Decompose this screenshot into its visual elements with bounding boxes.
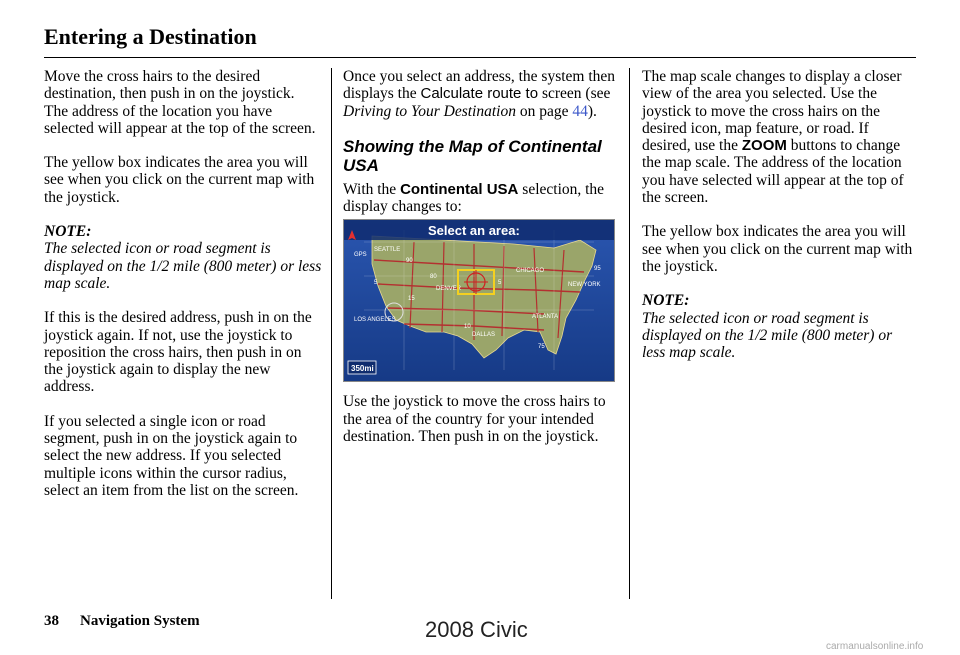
paragraph: Once you select an address, the system then displays the Calculate route to screen (see Driving to Your Destination on page 44). [343,68,616,120]
cross-reference: Driving to Your Destination [343,102,516,120]
note-label: NOTE: [642,292,690,310]
highway-label: 95 [594,266,601,273]
highway-label: 80 [430,274,437,281]
highway-label: 5 [498,280,502,287]
paragraph: Move the cross hairs to the desired destination, then push in on the joystick. The address of the location you have selected will appear at the top of the screen. [44,68,316,137]
city-label: DALLAS [472,332,496,339]
city-label: NEW YORK [568,282,601,289]
page-number: 38 [44,613,59,629]
menu-term: Continental USA [400,180,519,198]
paragraph: With the Continental USA selection, the display changes to: [343,180,605,216]
note-label: NOTE: [44,223,92,241]
column-right [642,68,918,378]
note-text: The selected icon or road segment is displayed on the 1/2 mile (800 meter) or less map scale. [642,309,893,362]
column-divider [331,68,332,599]
paragraph: If you selected a single icon or road segment, push in on the joystick again to select the new address. If you selected multiple icons within the cursor radius, select an item from the list on the screen. [44,412,299,499]
gps-label: GPS [354,252,367,259]
page-title: Entering a Destination [44,24,257,49]
city-label: SEATTLE [374,247,401,254]
paragraph: The yellow box indicates the area you will see when you click on the current map with the joystick. [642,223,913,275]
column-middle [343,68,618,462]
map-scale-label: 350mi [351,364,374,374]
note-text: The selected icon or road segment is displayed on the 1/2 mile (800 meter) or less map scale. [44,240,322,292]
city-label: ATLANTA [532,314,559,321]
paragraph: Use the joystick to move the cross hairs to the area of the country for your intended destination. Then push in on the joystick. [343,393,606,446]
title-rule [44,57,916,58]
page-link[interactable]: 44 [572,102,588,120]
watermark: 2008 Civic [425,617,528,642]
city-label: DENVER [436,286,462,293]
usa-map-image [344,220,614,381]
map-banner: Select an area: [428,223,520,239]
highway-label: 90 [406,258,413,265]
highway-label: 75 [538,344,545,351]
paragraph: The yellow box indicates the area you will see when you click on the current map with the joystick. [44,154,315,206]
highway-label: 15 [408,296,415,303]
button-term: ZOOM [741,137,787,155]
column-divider [629,68,630,599]
highway-label: 10 [464,324,471,331]
footer-section: Navigation System [80,613,200,629]
highway-label: 5 [374,280,378,287]
paragraph: If this is the desired address, push in on the joystick again. If not, use the joystick to reposition the cross hairs, then push in on the joystick again to display the new address. [44,309,312,396]
city-label: CHICAGO [516,268,545,275]
column-left [44,68,322,516]
city-label: LOS ANGELES [354,317,396,324]
section-heading: Showing the Map of Continental USA [343,136,602,175]
screen-name: Calculate route to [420,85,539,103]
paragraph: The map scale changes to display a closer view of the area you selected. Use the joystick to move the cross hairs on the desired icon, map feature, or road. If desired, use the ZOOM buttons to change the map scale. The address of the location you have selected will appear at the top of the screen. [642,68,904,207]
site-watermark: carmanualsonline.info [826,641,924,652]
usa-map-screenshot [343,219,615,382]
